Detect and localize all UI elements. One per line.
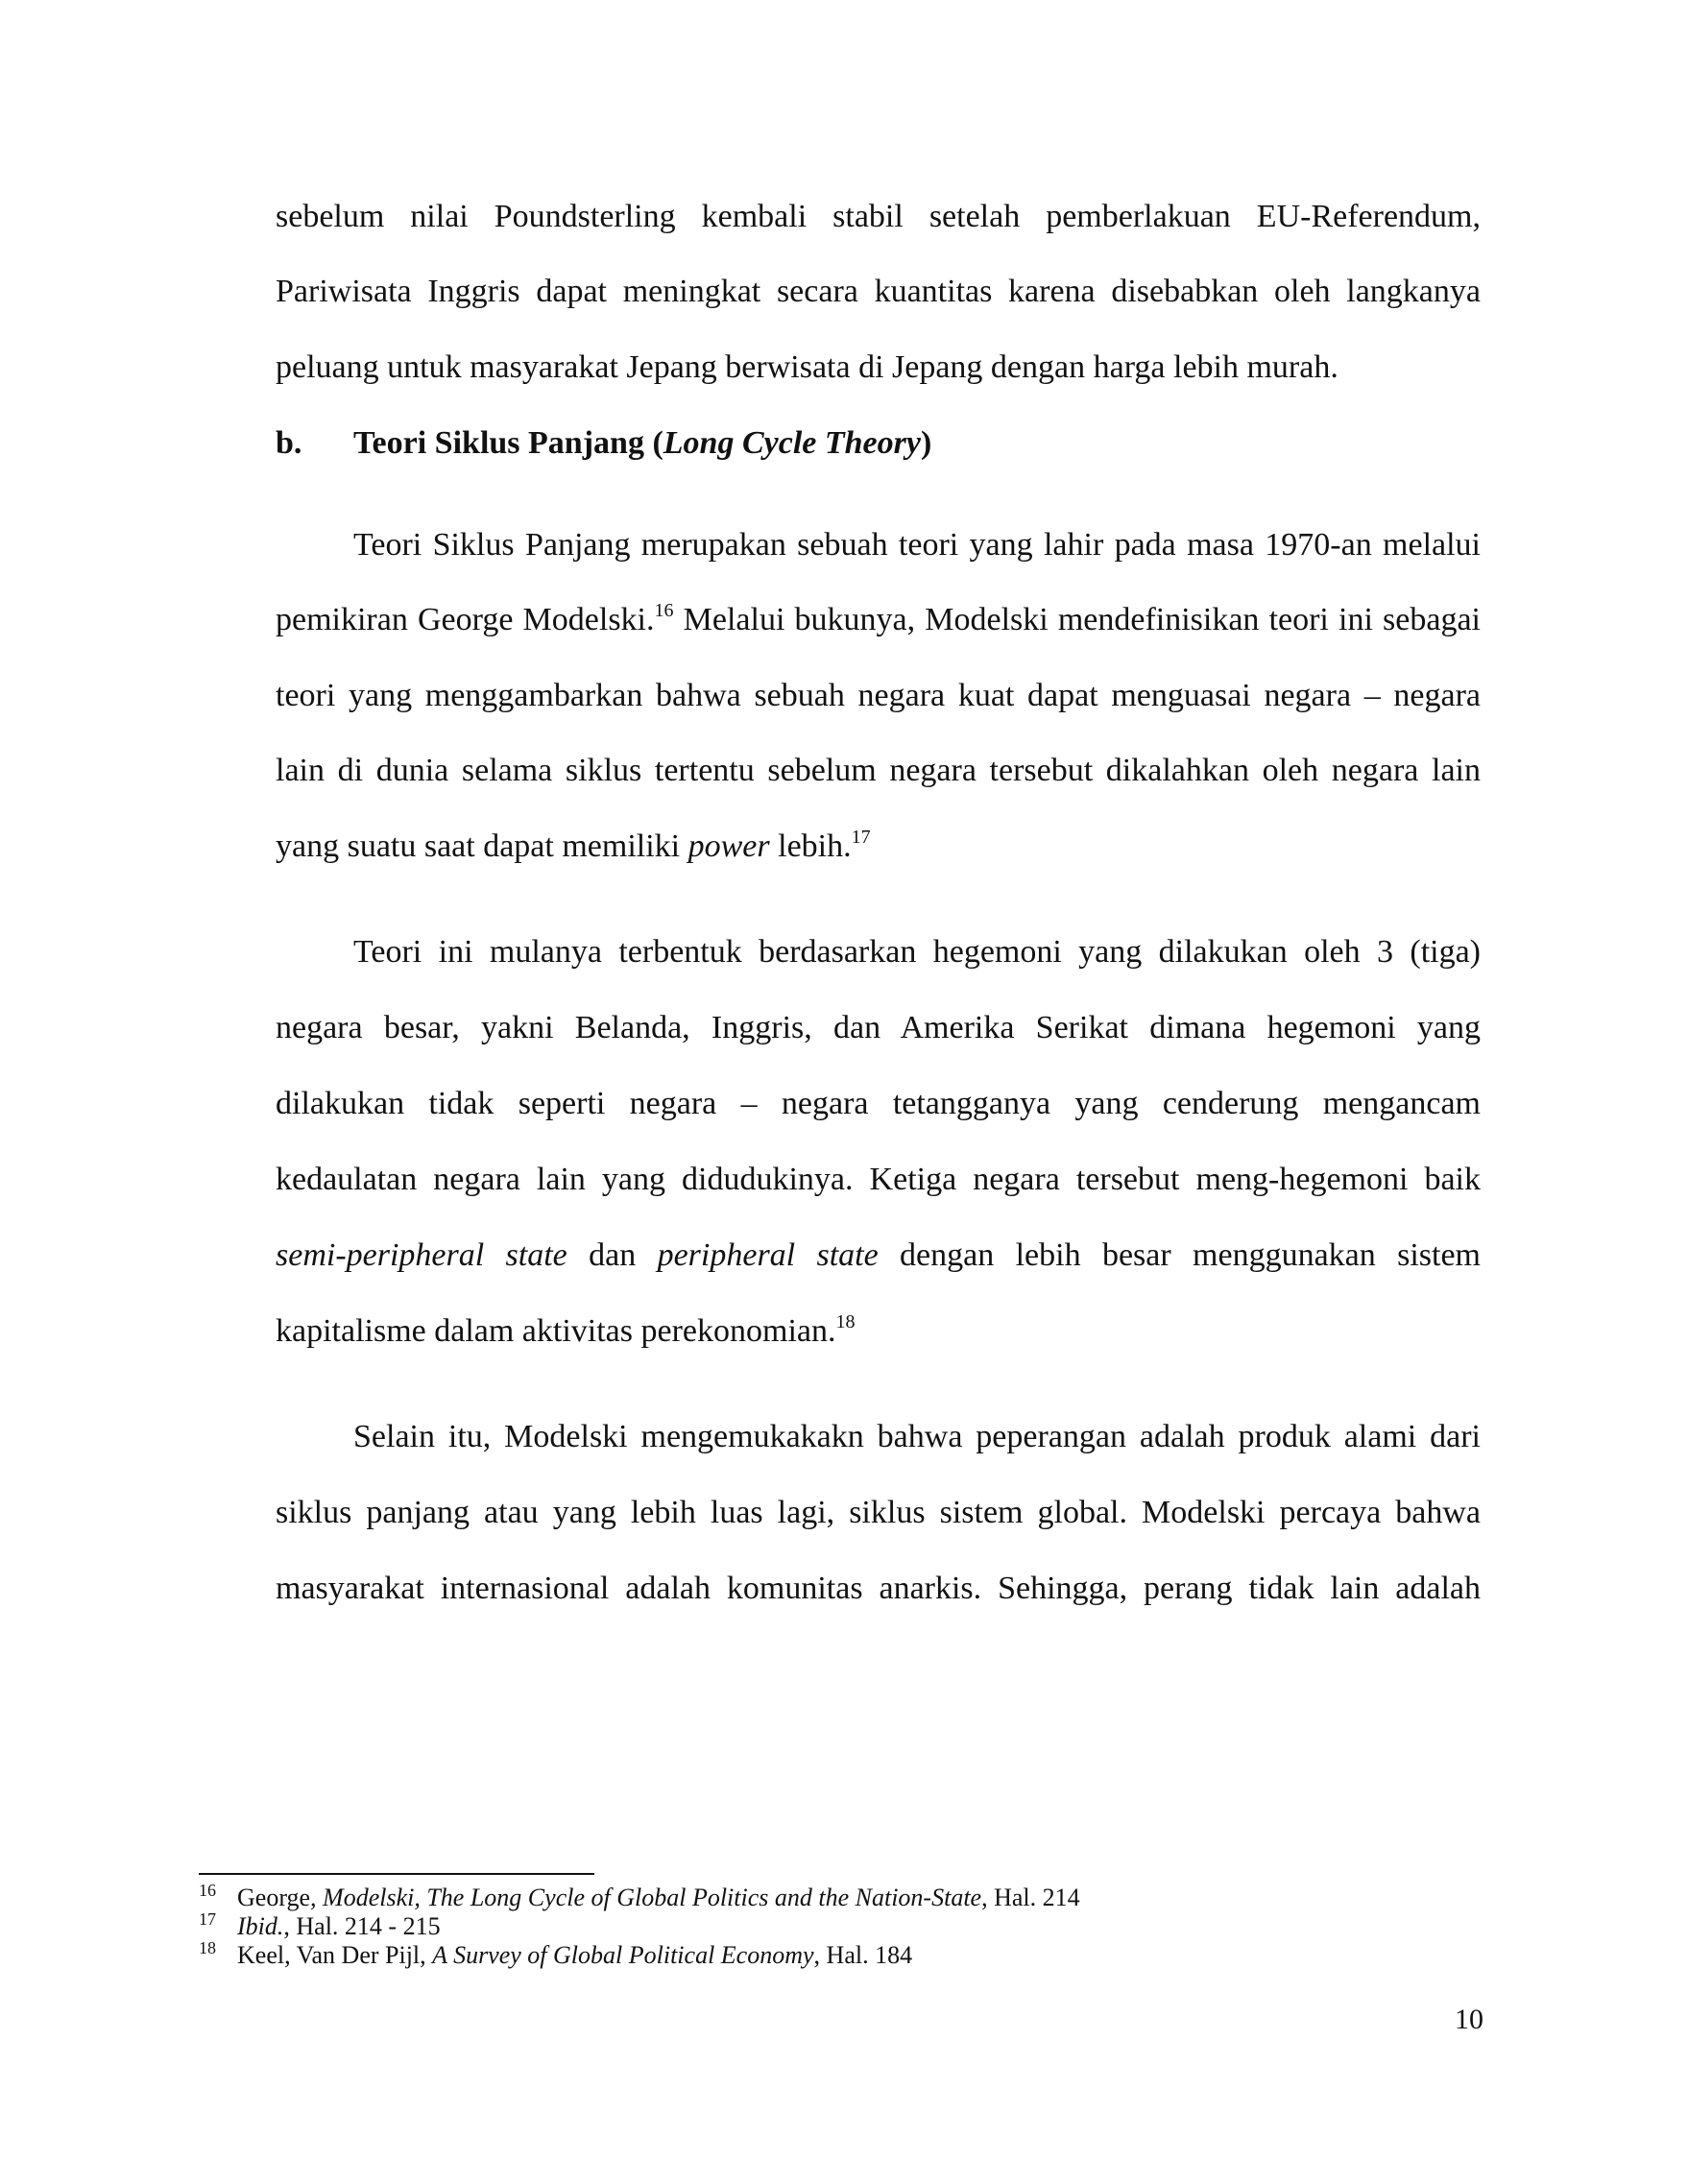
footnote-suffix: , Hal. 214: [981, 1884, 1080, 1911]
p1-line-2b: Melalui bukunya, Modelski mendefinisikan teori ini sebagai: [673, 602, 1481, 637]
footnote-suffix: , Hal. 184: [813, 1941, 913, 1969]
p1-line-5a: yang suatu saat dapat memiliki: [276, 828, 688, 864]
intro-line-2: Pariwisata Inggris dapat meningkat secara kuantitas karena disebabkan oleh langkanya: [276, 274, 1481, 309]
p2-line-5-italic-1: semi-peripheral state: [276, 1237, 567, 1273]
intro-line-1: sebelum nilai Poundsterling kembali stabil setelah pemberlakuan EU-Referendum,: [276, 199, 1481, 234]
p3-line-2: siklus panjang atau yang lebih luas lagi, siklus sistem global. Modelski percaya bahwa: [276, 1495, 1481, 1530]
p2-line-6: [276, 1310, 1481, 1353]
section-number: b.: [276, 425, 302, 461]
p2-line-5: [276, 1235, 1481, 1277]
p2-line-3: dilakukan tidak seperti negara – negara tetangganya yang cenderung mengancam: [276, 1086, 1481, 1121]
section-title: Teori Siklus Panjang (: [353, 425, 663, 461]
p2-line-4: kedaulatan negara lain yang didudukinya. Ketiga negara tersebut meng-hegemoni baik: [276, 1162, 1481, 1197]
section-title-end: ): [920, 425, 932, 461]
p2-line-1: Teori ini mulanya terbentuk berdasarkan hegemoni yang dilakukan oleh 3 (tiga): [353, 934, 1481, 970]
p2-line-5-mid: dan: [567, 1237, 658, 1273]
p2-line-5-italic-2: peripheral state: [657, 1237, 879, 1273]
footnote-ref-16: 16: [654, 600, 674, 621]
p1-line-5-italic: power: [687, 828, 770, 864]
footnote-italic: A Survey of Global Political Economy: [432, 1941, 814, 1969]
footnote-italic: Ibid.: [237, 1912, 284, 1940]
footnote-prefix: George: [237, 1884, 311, 1911]
p1-line-2a: pemikiran George Modelski.: [276, 602, 655, 637]
footnote-18: 18 Keel, Van Der Pijl, A Survey of Global Political Economy, Hal. 184: [199, 1938, 913, 1969]
footnote-italic: , Modelski, The Long Cycle of Global Politics and the Nation-State: [310, 1884, 982, 1911]
p1-line-3: teori yang menggambarkan bahwa sebuah negara kuat dapat menguasai negara – negara: [276, 678, 1481, 713]
footnote-17: 17 Ibid., Hal. 214 - 215: [199, 1909, 441, 1940]
p2-line-5-end: dengan lebih besar menggunakan sistem: [878, 1237, 1482, 1273]
p1-line-4: lain di dunia selama siklus tertentu sebelum negara tersebut dikalahkan oleh negara lain: [276, 753, 1481, 788]
p2-line-6-text: kapitalisme dalam aktivitas perekonomian.: [276, 1313, 836, 1349]
section-heading: [276, 422, 1481, 465]
footnote-suffix: , Hal. 214 - 215: [283, 1912, 441, 1940]
p1-line-5: [276, 826, 1481, 868]
footnote-prefix: Keel, Van Der Pijl,: [237, 1941, 433, 1969]
intro-line-3: peluang untuk masyarakat Jepang berwisata di Jepang dengan harga lebih murah.: [276, 349, 1338, 385]
footnote-divider: [199, 1873, 594, 1875]
p3-line-3: masyarakat internasional adalah komunitas anarkis. Sehingga, perang tidak lain adalah: [276, 1571, 1481, 1606]
section-title-italic: Long Cycle Theory: [663, 425, 921, 461]
p3-line-1: Selain itu, Modelski mengemukakakn bahwa peperangan adalah produk alami dari: [353, 1419, 1481, 1454]
page-number: 10: [1455, 2004, 1483, 2035]
p1-line-5b: lebih.: [769, 828, 852, 864]
footnote-16: 16 George, Modelski, The Long Cycle of Global Politics and the Nation-State, Hal. 214: [199, 1881, 1080, 1911]
p1-line-2: [276, 599, 1481, 641]
p2-line-2: negara besar, yakni Belanda, Inggris, dan Amerika Serikat dimana hegemoni yang: [276, 1010, 1481, 1045]
footnote-ref-17: 17: [851, 827, 871, 848]
footnote-ref-18: 18: [835, 1311, 856, 1332]
p1-line-1: Teori Siklus Panjang merupakan sebuah teori yang lahir pada masa 1970-an melalui: [353, 527, 1481, 563]
